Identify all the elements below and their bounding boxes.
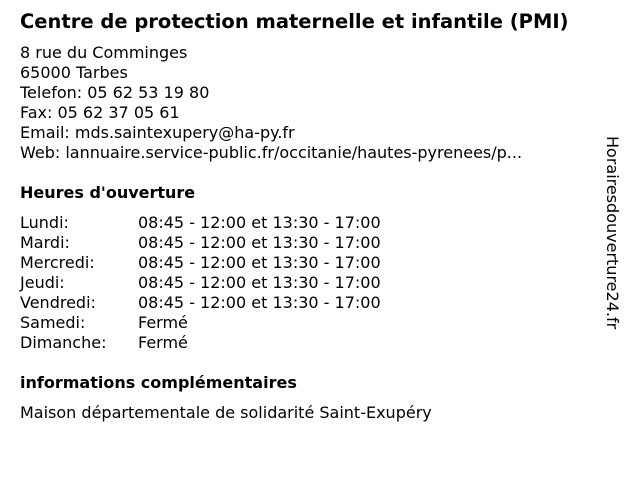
website-link: Web: lannuaire.service-public.fr/occitanie/hautes-pyrenees/p... bbox=[20, 143, 523, 162]
info-text: Maison départementale de solidarité Saint-Exupéry bbox=[20, 403, 432, 422]
day-hours: 08:45 - 12:00 et 13:30 - 17:00 bbox=[138, 233, 381, 252]
phone-number: Telefon: 05 62 53 19 80 bbox=[20, 83, 210, 102]
day-label: Mardi: bbox=[20, 233, 70, 252]
day-hours: 08:45 - 12:00 et 13:30 - 17:00 bbox=[138, 293, 381, 312]
day-hours: Fermé bbox=[138, 313, 188, 332]
day-label: Vendredi: bbox=[20, 293, 96, 312]
hours-heading: Heures d'ouverture bbox=[20, 183, 196, 202]
site-watermark: Horairesdouverture24.fr bbox=[603, 136, 622, 330]
info-heading: informations complémentaires bbox=[20, 373, 297, 392]
address-city: 65000 Tarbes bbox=[20, 63, 128, 82]
day-hours: 08:45 - 12:00 et 13:30 - 17:00 bbox=[138, 253, 381, 272]
fax-number: Fax: 05 62 37 05 61 bbox=[20, 103, 180, 122]
day-label: Samedi: bbox=[20, 313, 86, 332]
day-label: Dimanche: bbox=[20, 333, 107, 352]
address-street: 8 rue du Comminges bbox=[20, 43, 188, 62]
day-hours: 08:45 - 12:00 et 13:30 - 17:00 bbox=[138, 273, 381, 292]
day-hours: Fermé bbox=[138, 333, 188, 352]
email-address: Email: mds.saintexupery@ha-py.fr bbox=[20, 123, 295, 142]
day-label: Jeudi: bbox=[20, 273, 65, 292]
address-block bbox=[20, 43, 522, 163]
page-title: Centre de protection maternelle et infantile (PMI) bbox=[20, 10, 569, 33]
day-label: Mercredi: bbox=[20, 253, 95, 272]
day-label: Lundi: bbox=[20, 213, 69, 232]
day-hours: 08:45 - 12:00 et 13:30 - 17:00 bbox=[138, 213, 381, 232]
